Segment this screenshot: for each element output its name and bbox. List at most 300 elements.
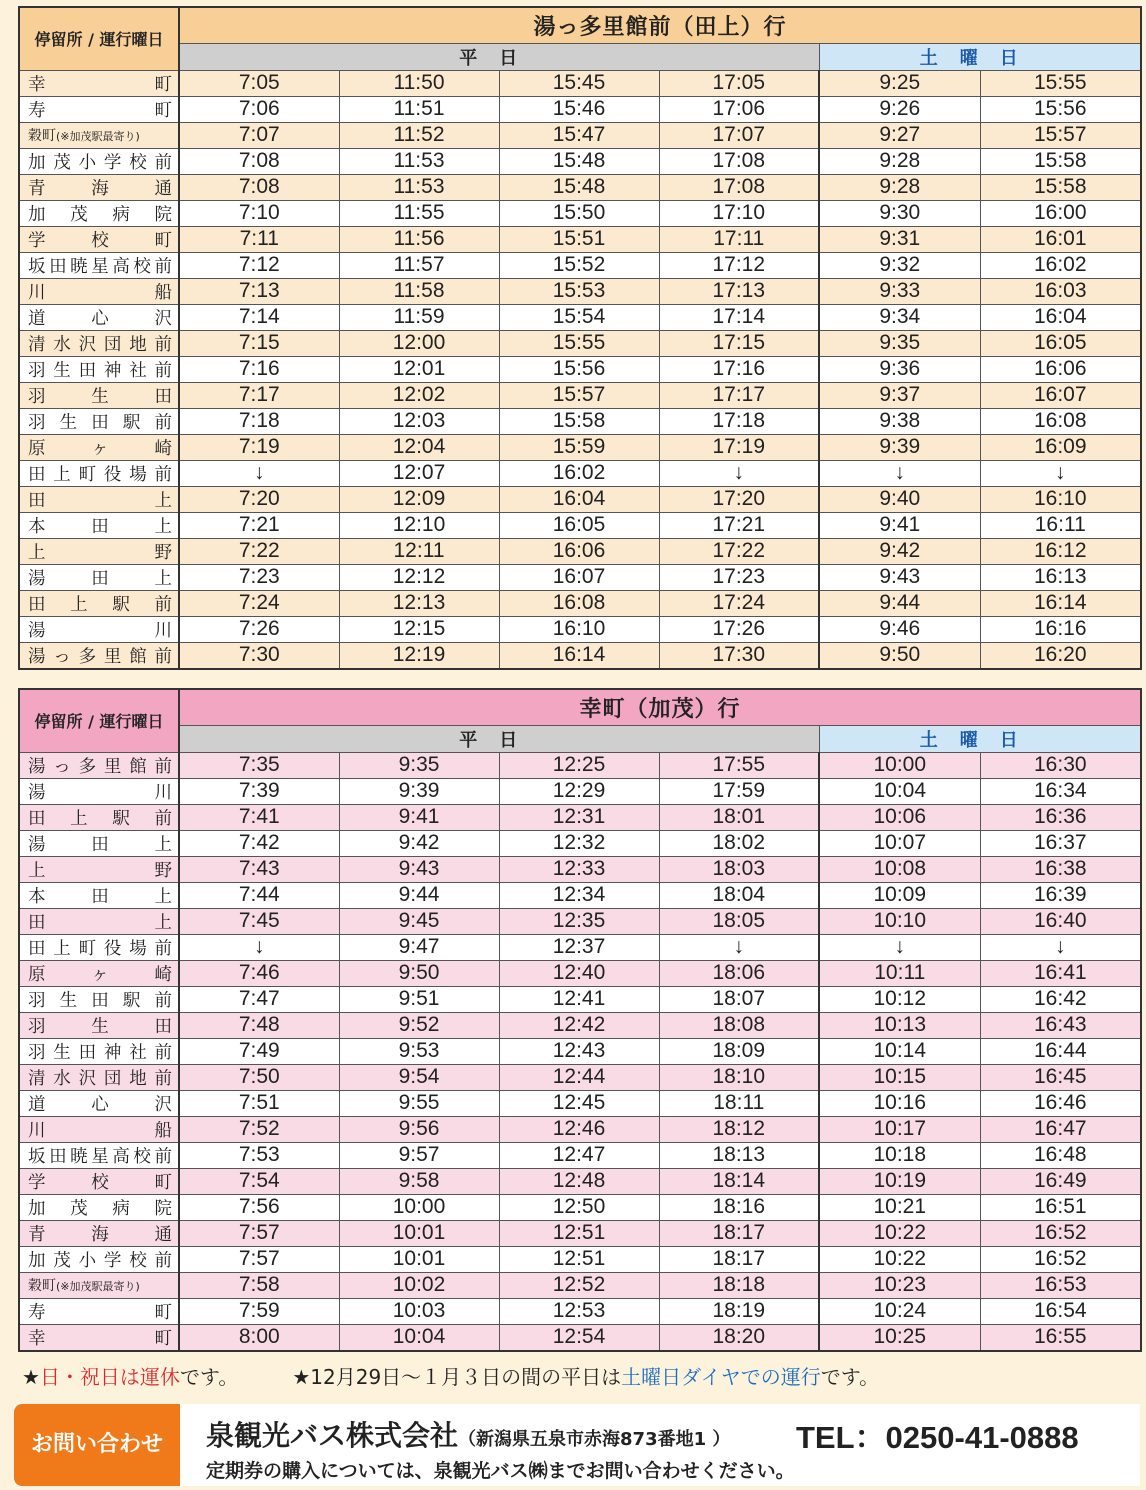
departure-time: 16:07 (980, 382, 1141, 408)
departure-time: 9:56 (339, 1116, 499, 1142)
departure-time: 12:48 (499, 1168, 659, 1194)
departure-time: 15:54 (499, 304, 659, 330)
departure-time: 12:01 (339, 356, 499, 382)
departure-time: ↓ (659, 934, 819, 960)
departure-time: 16:12 (980, 538, 1141, 564)
departure-time: 7:19 (179, 434, 339, 460)
departure-time: 9:42 (339, 830, 499, 856)
table-row (19, 460, 1141, 486)
departure-time: 7:42 (179, 830, 339, 856)
departure-time: 12:07 (339, 460, 499, 486)
departure-time: 16:00 (980, 200, 1141, 226)
departure-time: 9:55 (339, 1090, 499, 1116)
departure-time: 16:04 (980, 304, 1141, 330)
stop-name: 羽生田神社前 (19, 356, 179, 382)
departure-time: 16:05 (980, 330, 1141, 356)
departure-time: 11:58 (339, 278, 499, 304)
stop-name: 青海通 (19, 1220, 179, 1246)
table-row (19, 960, 1141, 986)
departure-time: 16:52 (980, 1220, 1141, 1246)
departure-time: 17:12 (659, 252, 819, 278)
departure-time: 18:07 (659, 986, 819, 1012)
departure-time: 18:11 (659, 1090, 819, 1116)
departure-time: 10:19 (819, 1168, 980, 1194)
departure-time: 12:51 (499, 1246, 659, 1272)
departure-time: 10:00 (819, 752, 980, 778)
departure-time: 17:13 (659, 278, 819, 304)
table-row (19, 122, 1141, 148)
departure-time: 7:05 (179, 70, 339, 96)
stop-name: 原ヶ崎 (19, 434, 179, 460)
departure-time: 9:37 (819, 382, 980, 408)
departure-time: 17:10 (659, 200, 819, 226)
departure-time: 18:17 (659, 1246, 819, 1272)
departure-time: 16:14 (980, 590, 1141, 616)
departure-time: ↓ (819, 934, 980, 960)
departure-time: 9:43 (819, 564, 980, 590)
note-saturday-schedule: 土曜日ダイヤでの運行 (621, 1365, 821, 1389)
departure-time: 9:41 (339, 804, 499, 830)
departure-time: 9:47 (339, 934, 499, 960)
departure-time: 18:08 (659, 1012, 819, 1038)
departure-time: 12:09 (339, 486, 499, 512)
stop-name: 田上駅前 (19, 804, 179, 830)
stop-name: 湯っ多里館前 (19, 642, 179, 669)
departure-time: 17:19 (659, 434, 819, 460)
departure-time: 11:51 (339, 96, 499, 122)
departure-time: 16:54 (980, 1298, 1141, 1324)
departure-time: 16:48 (980, 1142, 1141, 1168)
stop-name: 湯田上 (19, 564, 179, 590)
departure-time: 12:12 (339, 564, 499, 590)
table-row (19, 70, 1141, 96)
table-row (19, 1220, 1141, 1246)
departure-time: 9:39 (819, 434, 980, 460)
departure-time: 9:32 (819, 252, 980, 278)
departure-time: 9:52 (339, 1012, 499, 1038)
departure-time: 12:33 (499, 856, 659, 882)
departure-time: 17:07 (659, 122, 819, 148)
departure-time: 18:09 (659, 1038, 819, 1064)
departure-time: 10:16 (819, 1090, 980, 1116)
departure-time: 17:14 (659, 304, 819, 330)
departure-time: 7:06 (179, 96, 339, 122)
departure-time: 7:59 (179, 1298, 339, 1324)
departure-time: 7:57 (179, 1220, 339, 1246)
stop-name: 穀町(※加茂駅最寄り) (19, 1272, 179, 1298)
table-row (19, 1272, 1141, 1298)
departure-time: 9:50 (819, 642, 980, 669)
departure-time: 9:43 (339, 856, 499, 882)
departure-time: 15:48 (499, 174, 659, 200)
departure-time: 7:18 (179, 408, 339, 434)
departure-time: 7:57 (179, 1246, 339, 1272)
departure-time: 9:58 (339, 1168, 499, 1194)
company-line (206, 1414, 730, 1454)
departure-time: 15:52 (499, 252, 659, 278)
departure-time: 16:06 (499, 538, 659, 564)
note-new-year: ★12月29日～１月３日の間の平日は (292, 1365, 622, 1389)
timetable-body (19, 752, 1141, 1351)
departure-time: 17:16 (659, 356, 819, 382)
stop-name: 羽生田 (19, 1012, 179, 1038)
table-row (19, 278, 1141, 304)
stop-name: 田上町役場前 (19, 934, 179, 960)
departure-time: 12:00 (339, 330, 499, 356)
departure-time: 17:06 (659, 96, 819, 122)
table-row (19, 538, 1141, 564)
stop-name: 本田上 (19, 512, 179, 538)
departure-time: 7:35 (179, 752, 339, 778)
departure-time: 17:20 (659, 486, 819, 512)
departure-time: 16:36 (980, 804, 1141, 830)
departure-time: 9:46 (819, 616, 980, 642)
stop-name: 学校町 (19, 226, 179, 252)
departure-time: ↓ (980, 460, 1141, 486)
departure-time: 12:35 (499, 908, 659, 934)
departure-time: 16:03 (980, 278, 1141, 304)
departure-time: 7:17 (179, 382, 339, 408)
departure-time: 7:20 (179, 486, 339, 512)
departure-time: 18:03 (659, 856, 819, 882)
departure-time: 16:52 (980, 1246, 1141, 1272)
departure-time: 15:47 (499, 122, 659, 148)
departure-time: 7:46 (179, 960, 339, 986)
departure-time: 10:10 (819, 908, 980, 934)
departure-time: 16:41 (980, 960, 1141, 986)
departure-time: 7:30 (179, 642, 339, 669)
departure-time: 16:14 (499, 642, 659, 669)
table-row (19, 908, 1141, 934)
departure-time: 12:34 (499, 882, 659, 908)
table-row (19, 1142, 1141, 1168)
departure-time: 17:18 (659, 408, 819, 434)
contact-footer (14, 1404, 1140, 1486)
departure-time: 9:28 (819, 148, 980, 174)
departure-time: 11:57 (339, 252, 499, 278)
phone-number[interactable]: TEL：0250-41-0888 (796, 1420, 1079, 1455)
departure-time: 12:44 (499, 1064, 659, 1090)
departure-time: 12:54 (499, 1324, 659, 1351)
stop-name: 加茂病院 (19, 200, 179, 226)
departure-time: 9:25 (819, 70, 980, 96)
table-row (19, 200, 1141, 226)
table-row (19, 856, 1141, 882)
stop-name: 羽生田神社前 (19, 1038, 179, 1064)
departure-time: 15:58 (499, 408, 659, 434)
stop-name: 学校町 (19, 1168, 179, 1194)
departure-time: 9:26 (819, 96, 980, 122)
departure-time: 16:55 (980, 1324, 1141, 1351)
departure-time: 16:02 (499, 460, 659, 486)
stop-name: 幸町 (19, 70, 179, 96)
departure-time: ↓ (179, 934, 339, 960)
departure-time: 10:15 (819, 1064, 980, 1090)
departure-time: 10:13 (819, 1012, 980, 1038)
stop-name: 道心沢 (19, 1090, 179, 1116)
table-row (19, 330, 1141, 356)
departure-time: 9:44 (819, 590, 980, 616)
departure-time: 10:22 (819, 1220, 980, 1246)
note-tail: です。 (179, 1365, 239, 1389)
departure-time: 18:01 (659, 804, 819, 830)
departure-time: 9:41 (819, 512, 980, 538)
departure-time: 12:11 (339, 538, 499, 564)
departure-time: 10:14 (819, 1038, 980, 1064)
departure-time: 17:08 (659, 174, 819, 200)
departure-time: 17:05 (659, 70, 819, 96)
departure-time: 17:26 (659, 616, 819, 642)
departure-time: 9:31 (819, 226, 980, 252)
departure-time: 10:08 (819, 856, 980, 882)
table-row (19, 434, 1141, 460)
departure-time: 9:33 (819, 278, 980, 304)
departure-time: 7:39 (179, 778, 339, 804)
departure-time: 12:10 (339, 512, 499, 538)
departure-time: 9:44 (339, 882, 499, 908)
departure-time: 15:56 (980, 96, 1141, 122)
departure-time: 12:37 (499, 934, 659, 960)
departure-time: 18:20 (659, 1324, 819, 1351)
departure-time: 12:41 (499, 986, 659, 1012)
departure-time: 7:12 (179, 252, 339, 278)
departure-time: 16:10 (980, 486, 1141, 512)
table-row (19, 486, 1141, 512)
departure-time: 17:23 (659, 564, 819, 590)
departure-time: 16:08 (499, 590, 659, 616)
departure-time: 16:30 (980, 752, 1141, 778)
timetable-to-saiwaicho (18, 688, 1142, 1352)
departure-time: 7:15 (179, 330, 339, 356)
stop-name: 田上 (19, 908, 179, 934)
departure-time: 9:50 (339, 960, 499, 986)
departure-time: 15:46 (499, 96, 659, 122)
departure-time: 18:19 (659, 1298, 819, 1324)
departure-time: 16:08 (980, 408, 1141, 434)
stop-name: 羽生田 (19, 382, 179, 408)
departure-time: 15:58 (980, 148, 1141, 174)
table-row (19, 590, 1141, 616)
departure-time: 12:25 (499, 752, 659, 778)
departure-time: 18:06 (659, 960, 819, 986)
departure-time: 18:17 (659, 1220, 819, 1246)
timetable-to-yuttarikan (18, 6, 1142, 670)
departure-time: 11:52 (339, 122, 499, 148)
table-row (19, 1064, 1141, 1090)
table-row (19, 778, 1141, 804)
stop-name: 田上 (19, 486, 179, 512)
departure-time: 11:53 (339, 148, 499, 174)
table-row (19, 356, 1141, 382)
departure-time: 10:24 (819, 1298, 980, 1324)
departure-time: 7:50 (179, 1064, 339, 1090)
table-row (19, 1038, 1141, 1064)
departure-time: 16:47 (980, 1116, 1141, 1142)
departure-time: 16:46 (980, 1090, 1141, 1116)
departure-time: 16:04 (499, 486, 659, 512)
stop-name: 湯田上 (19, 830, 179, 856)
stop-name: 穀町(※加茂駅最寄り) (19, 122, 179, 148)
saturday-header: 土曜日 (819, 725, 1141, 752)
departure-time: 7:23 (179, 564, 339, 590)
table-row (19, 1194, 1141, 1220)
departure-time: 10:22 (819, 1246, 980, 1272)
table-row (19, 804, 1141, 830)
departure-time: 7:54 (179, 1168, 339, 1194)
departure-time: 15:59 (499, 434, 659, 460)
departure-time: 16:07 (499, 564, 659, 590)
departure-time: 12:51 (499, 1220, 659, 1246)
corner-header: 停留所 / 運行曜日 (19, 7, 179, 70)
departure-time: 7:16 (179, 356, 339, 382)
stop-name: 田上町役場前 (19, 460, 179, 486)
departure-time: 15:57 (499, 382, 659, 408)
departure-time: 7:26 (179, 616, 339, 642)
departure-time: 9:57 (339, 1142, 499, 1168)
departure-time: 18:10 (659, 1064, 819, 1090)
departure-time: 12:46 (499, 1116, 659, 1142)
departure-time: 7:08 (179, 174, 339, 200)
departure-time: 12:32 (499, 830, 659, 856)
table-row (19, 252, 1141, 278)
corner-header: 停留所 / 運行曜日 (19, 689, 179, 752)
departure-time: 16:37 (980, 830, 1141, 856)
departure-time: 7:21 (179, 512, 339, 538)
departure-time: 18:18 (659, 1272, 819, 1298)
departure-time: 16:45 (980, 1064, 1141, 1090)
departure-time: 8:00 (179, 1324, 339, 1351)
stop-name: 寿町 (19, 96, 179, 122)
stop-name: 湯っ多里館前 (19, 752, 179, 778)
table-row (19, 642, 1141, 669)
departure-time: 16:05 (499, 512, 659, 538)
table-row (19, 616, 1141, 642)
departure-time: 18:14 (659, 1168, 819, 1194)
table-row (19, 148, 1141, 174)
note-tail: です。 (820, 1365, 880, 1389)
departure-time: 9:39 (339, 778, 499, 804)
table-row (19, 830, 1141, 856)
departure-time: 16:40 (980, 908, 1141, 934)
departure-time: 7:56 (179, 1194, 339, 1220)
departure-time: 9:27 (819, 122, 980, 148)
departure-time: 10:03 (339, 1298, 499, 1324)
departure-time: 7:51 (179, 1090, 339, 1116)
departure-time: 18:16 (659, 1194, 819, 1220)
departure-time: 9:35 (819, 330, 980, 356)
departure-time: 10:01 (339, 1246, 499, 1272)
departure-time: 17:21 (659, 512, 819, 538)
table-row (19, 1168, 1141, 1194)
departure-time: 10:01 (339, 1220, 499, 1246)
departure-time: 9:38 (819, 408, 980, 434)
departure-time: 11:56 (339, 226, 499, 252)
departure-time: 7:22 (179, 538, 339, 564)
note-star: ★ (22, 1365, 40, 1389)
company-address: （新潟県五泉市赤海873番地1 ） (458, 1429, 731, 1450)
table-row (19, 1246, 1141, 1272)
departure-time: 12:13 (339, 590, 499, 616)
departure-time: 10:11 (819, 960, 980, 986)
table-row (19, 882, 1141, 908)
departure-time: 9:40 (819, 486, 980, 512)
departure-time: 16:10 (499, 616, 659, 642)
departure-time: 15:55 (499, 330, 659, 356)
departure-time: 17:30 (659, 642, 819, 669)
departure-time: 12:52 (499, 1272, 659, 1298)
departure-time: 7:10 (179, 200, 339, 226)
weekday-header: 平日 (179, 43, 819, 70)
table-row (19, 174, 1141, 200)
departure-time: 18:04 (659, 882, 819, 908)
commuter-pass-note: 定期券の購入については、泉観光バス㈱までお問い合わせください。 (206, 1460, 795, 1482)
departure-time: 15:48 (499, 148, 659, 174)
weekday-header: 平日 (179, 725, 819, 752)
departure-time: 18:05 (659, 908, 819, 934)
departure-time: 16:44 (980, 1038, 1141, 1064)
departure-time: 10:23 (819, 1272, 980, 1298)
departure-time: 16:02 (980, 252, 1141, 278)
departure-time: 12:47 (499, 1142, 659, 1168)
departure-time: 16:38 (980, 856, 1141, 882)
stop-name: 加茂病院 (19, 1194, 179, 1220)
table-row (19, 304, 1141, 330)
contact-badge: お問い合わせ (14, 1404, 180, 1486)
notes (22, 1362, 1132, 1392)
table-row (19, 752, 1141, 778)
departure-time: 17:15 (659, 330, 819, 356)
departure-time: 10:07 (819, 830, 980, 856)
stop-name: 上野 (19, 856, 179, 882)
departure-time: 10:12 (819, 986, 980, 1012)
stop-name: 道心沢 (19, 304, 179, 330)
departure-time: 17:11 (659, 226, 819, 252)
departure-time: 16:20 (980, 642, 1141, 669)
table-row (19, 408, 1141, 434)
departure-time: 9:45 (339, 908, 499, 934)
departure-time: 10:25 (819, 1324, 980, 1351)
departure-time: 12:43 (499, 1038, 659, 1064)
departure-time: 9:42 (819, 538, 980, 564)
departure-time: 12:50 (499, 1194, 659, 1220)
departure-time: 9:30 (819, 200, 980, 226)
stop-name: 湯川 (19, 778, 179, 804)
departure-time: 7:07 (179, 122, 339, 148)
stop-name: 上野 (19, 538, 179, 564)
table-row (19, 226, 1141, 252)
departure-time: 15:58 (980, 174, 1141, 200)
departure-time: 12:15 (339, 616, 499, 642)
departure-time: 16:49 (980, 1168, 1141, 1194)
table-row (19, 934, 1141, 960)
departure-time: 17:17 (659, 382, 819, 408)
departure-time: 12:29 (499, 778, 659, 804)
departure-time: 15:45 (499, 70, 659, 96)
departure-time: 18:02 (659, 830, 819, 856)
departure-time: 7:08 (179, 148, 339, 174)
departure-time: 10:04 (819, 778, 980, 804)
departure-time: 12:03 (339, 408, 499, 434)
departure-time: 18:12 (659, 1116, 819, 1142)
departure-time: 16:34 (980, 778, 1141, 804)
departure-time: 16:53 (980, 1272, 1141, 1298)
departure-time: 9:51 (339, 986, 499, 1012)
departure-time: 12:19 (339, 642, 499, 669)
departure-time: ↓ (980, 934, 1141, 960)
stop-name: 加茂小学校前 (19, 1246, 179, 1272)
departure-time: 7:48 (179, 1012, 339, 1038)
departure-time: 7:44 (179, 882, 339, 908)
